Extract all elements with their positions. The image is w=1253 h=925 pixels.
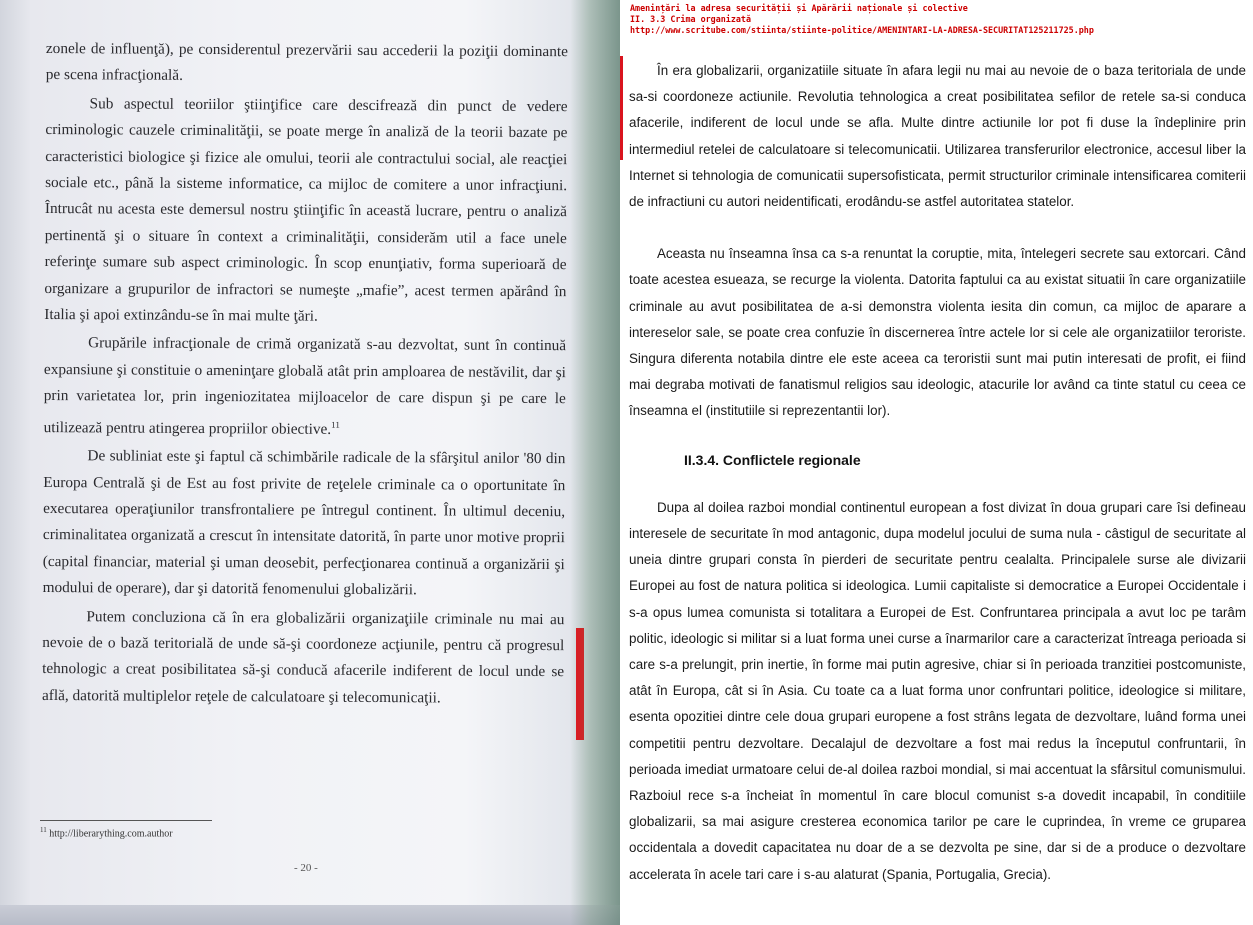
scan-paragraph-1: zonele de influenţă), pe considerentul prezervării sau accederii la poziţii dominante pe scena infracţională. (45, 39, 568, 85)
footnote-number: 11 (40, 826, 47, 834)
web-source-document (620, 0, 1253, 925)
scan-paragraph-3-text: Grupările infracţionale de crimă organizată s-au dezvoltat, sunt în continuă expansiune şi constituie o ameninţare globală atât prin amploarea de nestăvilit, dar şi prin varietatea lor, prin ingeniozitatea mijloacelor de care dispun şi pe care le utilizează pentru atingerea propriilor obiective. (43, 334, 567, 438)
scanned-page-text (42, 36, 568, 714)
web-document-text (629, 58, 1246, 888)
highlight-marker-bar (620, 56, 623, 160)
footnote (40, 826, 173, 839)
scan-paragraph-3 (44, 330, 567, 444)
page-bottom-edge (0, 905, 620, 925)
web-paragraph-1: În era globalizarii, organizatiile situate în afara legii nu mai au nevoie de o baza teritoriala de unde sa-si coordoneze actiunile. Revolutia tehnologica a creat posibilitatea sefilor de retele sa-si conduca afacerile, indiferent de locul unde se afla. Multe dintre actiunile lor pot fi duse la îndeplinire prin intermediul retelei de calculatoare si telecomunicatii. Utilizarea transferurilor electronice, accesul liber la Internet si tehnologia de comunicatii supersofisticata, permit structurilor criminale intensificarea comiterii de infractiuni cu autori neidentificati, erodându-se astfel autoritatea statelor. (629, 63, 1246, 210)
source-section: II. 3.3 Crima organizată (630, 14, 752, 24)
highlight-marker-bar (576, 628, 584, 740)
scan-paragraph-5: Putem concluziona că în era globalizării organizaţiile criminale nu mai au nevoie de o bază teritorială de unde să-şi coordoneze acţiunile, pentru că progresul tehnologic a creat posibilitatea să-şi conducă afacerile indiferent de locul unde se află, datorită multiplelor reţele de calculatoare şi telecomunicaţii. (41, 607, 565, 707)
page-number: - 20 - (294, 862, 318, 874)
source-title: Amenințări la adresa securității și Apărării naționale și colective (630, 3, 968, 13)
footnote-reference: 11 (331, 419, 340, 430)
scan-paragraph-4: De subliniat este şi faptul că schimbările radicale de la sfârşitul anilor '80 din Europa Centrală şi de Est au fost privite de reţelele criminale ca o oportunitate în executarea operaţiunilor transfrontaliere pe întregul continent. În ultimul deceniu, criminalitatea organizată a crescut în intensitate datorită, în parte unor motive proprii (capital financiar, material şi uman deosebit, perfecţionarea continuă a organizării şi modului de operare), dar şi datorită fenomenului globalizării. (42, 447, 566, 599)
source-header (630, 3, 1094, 36)
source-url: http://www.scritube.com/stiinta/stiinte-politice/AMENINTARI-LA-ADRESA-SECURITAT125211725.php (630, 25, 1094, 35)
scan-paragraph-2: Sub aspectul teoriilor ştiinţifice care descifrează din punct de vedere criminologic cauzele criminalităţii, se poate merge în analiză de la teorii bazate pe caracteristici biologice şi fizice ale omului, teorii ale contractului social, ale reacţiei sociale etc., până la sisteme informatice, ca mijloc de comitere a unor infracţiuni. Întrucât nu acesta este demersul nostru ştiinţific în această lucrare, pentru o analiză pertinentă şi o situare în context a criminalităţii, considerăm util a face unele referinţe sumare sub aspect criminologic. În scop enunţiativ, forma superioară de organizare a grupurilor de infractori se numeşte „mafie”, acest termen apărând în Italia şi apoi extinzându-se în mai multe ţări. (44, 95, 568, 325)
web-paragraph-2: Aceasta nu înseamna însa ca s-a renuntat la coruptie, mita, întelegeri secrete sau extorcari. Când toate acestea esueaza, se recurge la violenta. Datorita faptului ca au existat situatii în care organizatiile criminale au avut posibilitatea de a-si demonstra violenta iesita din comun, ca mijloc de aparare a intereselor sale, se poate crea confuzie în discernerea între actele lor si cele ale organizatiilor teroriste. Singura diferenta notabila dintre ele este aceea ca teroristii sunt mai putin interesati de profit, ei fiind mai degraba motivati de fanatismul religios sau ideologic, atacurile lor având ca tinte statul cu ceea ce înseamna el (institutiile si reprezentantii lor). (629, 246, 1246, 419)
scanned-book-page (0, 0, 620, 925)
footnote-divider (40, 820, 212, 821)
footnote-text: http://liberarything.com.author (49, 828, 173, 840)
section-heading: II.3.4. Conflictele regionale (684, 451, 861, 468)
web-paragraph-3: Dupa al doilea razboi mondial continentul european a fost divizat în doua grupari care îsi defineau interesele de securitate în mod antagonic, dupa modelul jocului de suma nula - câstigul de securitate al uneia dintre grupari consta în pierderi de securitate pentru cealalta. Principalele surse ale divizarii Europei au fost de natura politica si ideologica. Lumii capitaliste si democratice a Europei Occidentale i s-a opus lumea comunista si totalitara a Europei de Est. Confruntarea principala a avut loc pe tarâm politic, ideologic si militar si a luat forma unei curse a înarmarilor care a caracterizat întreaga perioada si care s-a prelungit, prin inertie, în forme mai putin agresive, chiar si în perioada tranzitiei postcomuniste, atât în Europa, cât si în Asia. Cu toate ca a luat forma unor confruntari politice, ideologice si militare, esenta opozitiei dintre cele doua grupari europene a fost strâns legata de dezvoltare, luând forma unei competitii pentru dezvoltare. Decalajul de dezvoltare a fost mai redus la începutul confruntarii, în perioada imediat urmatoare celui de-al doilea razboi mondial, si mai accentuat la sfârsitul comunismului. Razboiul rece s-a încheiat în momentul în care blocul comunist s-a dovedit incapabil, în conditiile globalizarii, sa mai asigure cresterea economica tarilor pe care le cuprindea, în vreme ce gruparea occidentala a dovedit capacitatea nu doar de a se dezvolta pe sine, dar si de a produce o dezvoltare accelerata în acele tari care i s-au alaturat (Spania, Portugalia, Grecia). (629, 499, 1246, 882)
